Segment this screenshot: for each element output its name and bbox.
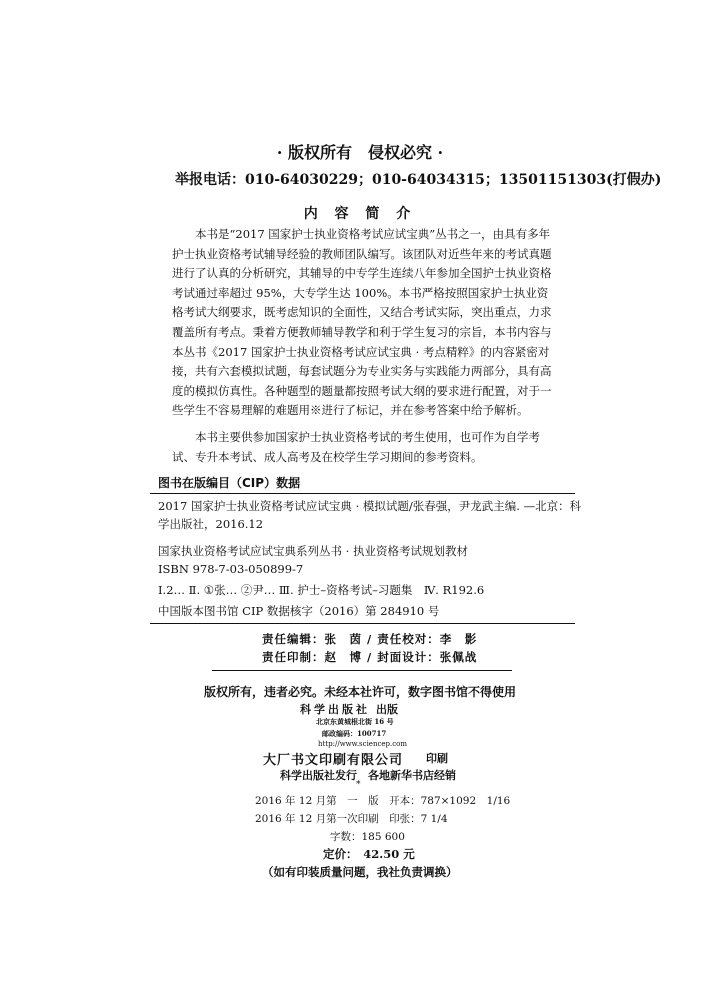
summary-paragraph: 本书主要供参加国家护士执业资格考试的考生使用，也可作为自学考试、专升本考试、成人高考及在校学生学习期间的参考资料。	[172, 430, 540, 464]
cip-line: 学出版社，2016.12	[158, 517, 264, 531]
publisher-postcode: 邮政编码：100717	[322, 729, 387, 738]
publisher-suffix: 出版	[376, 703, 398, 716]
printer-suffix: 印刷	[426, 752, 448, 765]
cip-line: 2017 国家护士执业资格考试应试宝典 · 模拟试题/张春强，尹龙武主编. —北京：科	[158, 499, 582, 513]
publisher-address: 北京东黄城根北街 16 号	[316, 717, 394, 726]
staff-bottom-rule	[212, 670, 512, 671]
cip-top-rule	[150, 493, 575, 494]
printer-name: 大厂书文印刷有限公司	[263, 753, 404, 768]
publisher-url: http://www.sciencep.com	[318, 740, 408, 748]
return-notice: （如有印装质量问题，我社负责调换）	[262, 865, 458, 879]
staff-editors-line: 责任编辑：张 茵 / 责任校对：李 影	[262, 632, 478, 646]
summary-heading: 内 容 简 介	[303, 206, 417, 222]
printing-line: 2016 年 12 月第一次印刷 印张：7 1/4	[255, 813, 448, 825]
cip-bottom-rule	[150, 623, 575, 624]
report-phone-line: 举报电话：010-64030229；010-64034315；13501151303(打假办)	[175, 172, 662, 188]
staff-production-line: 责任印制：赵 博 / 封面设计：张佩战	[262, 650, 478, 664]
word-count: 字数：185 600	[330, 831, 405, 843]
rights-notice: 版权所有，违者必究。未经本社许可，数字图书馆不得使用	[203, 685, 516, 699]
cip-line: ISBN 978-7-03-050899-7	[158, 562, 304, 576]
divider-asterisk: *	[356, 780, 361, 790]
summary-paragraph: 本书是“2017 国家护士执业资格考试应试宝典”丛书之一，由具有多年护士执业资格考试辅导经验的教师团队编写。该团队对近些年来的考试真题进行了认真的分析研究，其辅导的中专学生连续八年参加全国护士执业资格考试通过率超过 95%，大专学生达 100%。本书严格按照国家护士执业资格考试大纲要求，既考虑知识的全面性，又结合考试实际，突出重点，力求覆盖所有考点。秉着方便教师辅导教学和利于学生复习的宗旨，本书内容与本丛书《2017 国家护士执业资格考试应试宝典 · 考点精粹》的内容紧密对接，共有六套模拟试题，每套试题分为专业实务与实践能力两部分，具有高度的模拟仿真性。各种题型的题量都按照考试大纲的要求进行配置，对于一些学生不容易理解的难题用※进行了标记，并在参考答案中给予解析。	[172, 227, 552, 418]
cip-line: Ⅰ.2… Ⅱ. ①张… ②尹… Ⅲ. 护士–资格考试–习题集 Ⅳ. R192.6	[158, 583, 485, 597]
cip-heading: 图书在版编目（CIP）数据	[158, 476, 301, 490]
edition-line: 2016 年 12 月第 一 版 开本：787×1092 1/16	[255, 795, 511, 807]
copyright-title: · 版权所有 侵权必究 ·	[276, 143, 444, 162]
distribution-line: 科学出版社发行 各地新华书店经销	[280, 769, 456, 782]
price-line: 定价： 42.50 元	[323, 847, 415, 861]
cip-line: 中国版本图书馆 CIP 数据核字（2016）第 284910 号	[158, 604, 440, 618]
publisher-name: 科学出版社	[300, 703, 370, 716]
cip-line: 国家执业资格考试应试宝典系列丛书 · 执业资格考试规划教材	[158, 544, 468, 558]
